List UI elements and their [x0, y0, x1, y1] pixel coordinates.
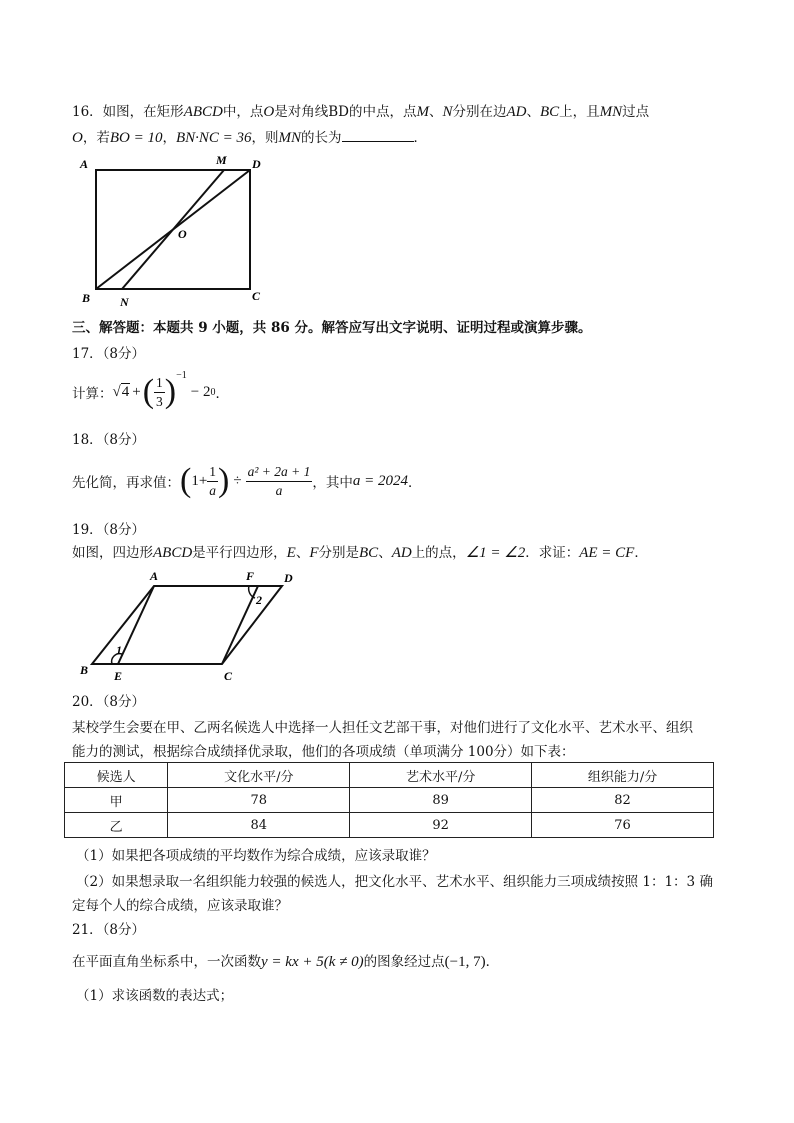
math-goal: AE = CF	[579, 545, 635, 561]
table-cell: 92	[350, 813, 532, 838]
text: 中，点	[222, 104, 264, 120]
math-f: F	[309, 545, 319, 561]
text: ．求证：	[525, 545, 580, 561]
text: 是对角线BD的中点，点	[274, 104, 417, 120]
q20-sub2-line1: （2）如果想录取一名组织能力较强的候选人，把文化水平、艺术水平、组织能力三项成绩按照 1：1：3 确	[76, 874, 713, 890]
text: 的长为	[301, 130, 342, 146]
math-function: y = kx + 5(k ≠ 0)	[261, 954, 364, 970]
text: ．	[485, 954, 500, 970]
math-bc: BC	[539, 104, 560, 120]
table-cell: 78	[168, 788, 350, 813]
denominator: 3	[156, 393, 163, 409]
table-header-row	[65, 763, 714, 788]
text: 先化简，再求值：	[72, 475, 180, 491]
parallelogram-figure	[72, 566, 302, 686]
rectangle-figure	[72, 150, 272, 310]
math-mn: MN	[278, 130, 302, 146]
label-f: F	[246, 569, 255, 583]
text: 16．如图，在矩形	[72, 104, 184, 120]
label-n: N	[120, 295, 129, 309]
q21-sub1: （1）求该函数的表达式；	[76, 988, 234, 1004]
q17-header: 17．（8分）	[72, 346, 146, 362]
section-heading: 三、解答题：本题共 9 小题，共 86 分。解答应写出文字说明、证明过程或演算步骤。	[72, 320, 592, 336]
exponent: −1	[176, 370, 187, 381]
text: 如图，四边形	[72, 545, 153, 561]
math-m: M	[416, 104, 429, 120]
q21-statement	[72, 950, 499, 971]
q20-paragraph-line1: 某校学生会要在甲、乙两名候选人中选择一人担任文艺部干事，对他们进行了文化水平、艺术水平、组织	[72, 720, 693, 736]
q21-header: 21．（8分）	[72, 922, 146, 938]
text: 上的点，	[411, 545, 466, 561]
numerator: 1	[207, 463, 218, 482]
text: 、	[526, 104, 540, 120]
table-cell: 82	[532, 788, 714, 813]
table-cell: 76	[532, 813, 714, 838]
table-row	[65, 788, 714, 813]
math-e: E	[286, 545, 296, 561]
text: 分别是	[318, 545, 360, 561]
text: ，则	[251, 130, 279, 146]
q19-header: 19．（8分）	[72, 522, 146, 538]
sqrt-sign: √	[112, 383, 121, 400]
math-ad: AD	[506, 104, 527, 120]
math-abcd: ABCD	[183, 104, 223, 120]
label-a: A	[150, 569, 159, 583]
q16-line1	[72, 100, 649, 121]
numerator: a² + 2a + 1	[246, 463, 313, 482]
paren: )	[218, 462, 230, 499]
math-abcd: ABCD	[153, 545, 193, 561]
exponent: 0	[210, 386, 216, 398]
label-c: C	[252, 289, 261, 303]
q19-statement	[72, 541, 648, 562]
fraction	[207, 463, 218, 500]
text: ．	[408, 475, 422, 491]
text: 分别在边	[452, 104, 507, 120]
text: 过点	[622, 104, 650, 120]
q20-paragraph-line2: 能力的测试，根据综合成绩择优录取，他们的各项成绩（单项满分 100分）如下表：	[72, 744, 575, 760]
table-header: 艺术水平/分	[350, 763, 532, 788]
text: 、	[378, 545, 392, 561]
math-point: (−1, 7)	[444, 954, 486, 970]
label-c: C	[224, 669, 233, 683]
paren: (	[142, 373, 155, 410]
table-header: 组织能力/分	[532, 763, 714, 788]
math-o: O	[72, 130, 83, 146]
table-cell: 84	[168, 813, 350, 838]
q17-expression	[72, 370, 229, 414]
label-d: D	[252, 157, 261, 171]
table-cell: 89	[350, 788, 532, 813]
math-ad: AD	[391, 545, 412, 561]
minus-term: − 2	[190, 383, 211, 400]
q20-sub2-line2: 定每个人的综合成绩，应该录取谁？	[72, 898, 288, 914]
math-o: O	[263, 104, 275, 120]
plus: +	[132, 383, 141, 400]
label-m: M	[216, 153, 227, 167]
text: ，	[162, 130, 176, 146]
denominator: a	[275, 482, 283, 498]
text: ，其中	[312, 475, 353, 491]
table-cell: 甲	[65, 788, 168, 813]
text: 上，且	[559, 104, 600, 120]
text: ，若	[82, 130, 110, 146]
q18-expression	[72, 458, 422, 504]
paren: (	[180, 462, 192, 499]
one-plus: 1+	[191, 472, 208, 489]
label-d: D	[284, 571, 293, 585]
text: 的图象经过点	[363, 954, 445, 970]
condition: a = 2024	[352, 472, 409, 489]
math-bo: BO = 10	[109, 130, 163, 146]
table-cell: 乙	[65, 813, 168, 838]
q20-sub1: （1）如果把各项成绩的平均数作为综合成绩，应该录取谁？	[76, 848, 436, 864]
q16-line2	[72, 126, 427, 147]
segment-mn	[122, 170, 224, 289]
math-angles: ∠1 = ∠2	[465, 545, 526, 561]
fraction	[154, 374, 165, 411]
paren: )	[164, 373, 177, 410]
table-header: 候选人	[65, 763, 168, 788]
sqrt-arg: 4	[121, 384, 130, 400]
label-angle-2: 2	[256, 593, 262, 607]
text: 是平行四边形，	[192, 545, 287, 561]
table-header: 文化水平/分	[168, 763, 350, 788]
math-bnnc: BN·NC = 36	[175, 130, 252, 146]
math-bc: BC	[359, 545, 379, 561]
q18-header: 18．（8分）	[72, 432, 146, 448]
label-a: A	[80, 157, 89, 171]
numerator: 1	[154, 374, 165, 393]
fraction	[246, 463, 313, 500]
text: 、	[295, 545, 310, 561]
answer-blank[interactable]	[342, 129, 414, 142]
math-mn: MN	[599, 104, 623, 120]
scores-table	[64, 762, 714, 838]
text: ．	[215, 386, 229, 402]
text: ．	[634, 545, 648, 561]
label-o: O	[178, 227, 187, 241]
text: 、	[428, 104, 443, 120]
denominator: a	[209, 482, 217, 498]
label-b: B	[80, 663, 89, 677]
math-n: N	[442, 104, 453, 120]
label-angle-1: 1	[116, 643, 122, 657]
text: 计算：	[72, 386, 113, 402]
divide: ÷	[233, 472, 242, 489]
table-row	[65, 813, 714, 838]
label-e: E	[114, 669, 123, 683]
q20-header: 20．（8分）	[72, 694, 146, 710]
label-b: B	[82, 291, 91, 305]
text: ．	[413, 130, 428, 146]
text: 在平面直角坐标系中，一次函数	[72, 954, 261, 970]
